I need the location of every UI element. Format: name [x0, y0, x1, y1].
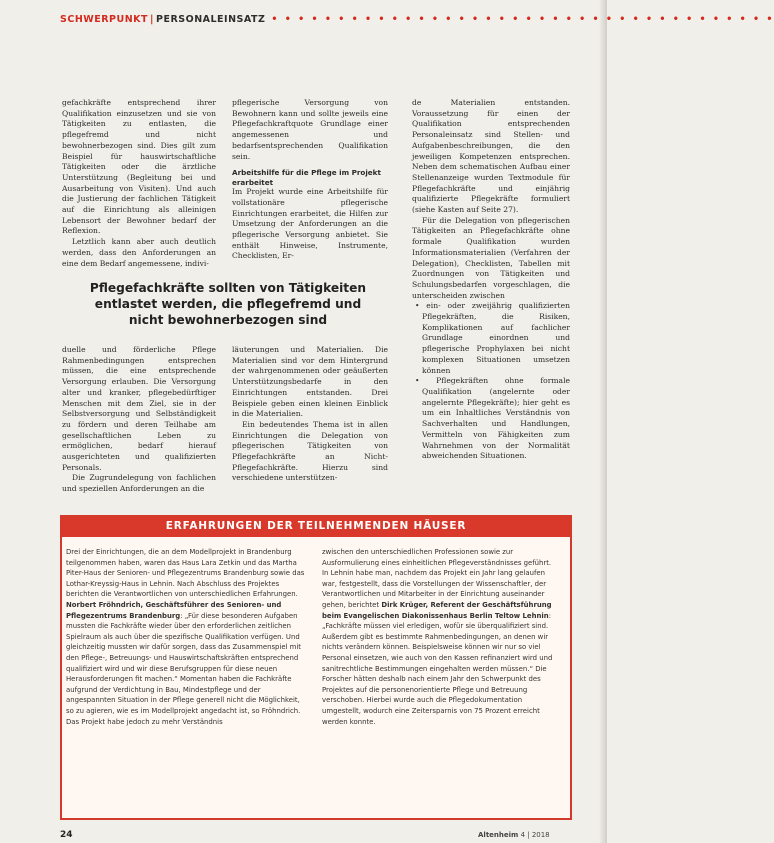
bullet-text: ein- oder zweijährig qualifizierten Pflegekräften, die Risiken, Komplikationen auf fachlicher Grundlage einordnen und pflegerische Prophylaxen bei nicht komplexen Situationen umsetzen können: [422, 301, 570, 375]
paragraph: läuterungen und Materialien. Die Materialien sind vor dem Hintergrund der wahrgenommenen oder geäußerten Unterstützungsbedarfe in den Einrichtungen entstanden. Drei Beispiele geben einen kleinen Einblick in die Materialien.: [232, 345, 388, 419]
column-1-top: [62, 98, 216, 269]
magazine-footer: [478, 831, 550, 839]
box-text: : „Fachkräfte müssen viel erledigen, wofür sie überqualifiziert sind. Außerdem gibt es bestimmte Rahmenbedingungen, an denen wir nichts verändern können. Beispielsweise können wir nur so viel Personal einsetzen, wie auch von den Kassen refinanziert wird und sanitrechtliche Bestimmungen eingehalten werden müssen.“ Die Forscher hätten deshalb nach einem Jahr den Schwerpunkt des Projektes auf die personenorientierte Pflege und Betreuung verschoben. Hierbei wurde auch die Pflegedokumentation umgestellt, wodurch eine Zeitersparnis von 75 Prozent erreicht werden konnte.: [322, 611, 553, 726]
paragraph: gefachkräfte entsprechend ihrer Qualifikation einzusetzen und sie von Tätigkeiten zu entlasten, die pflegefremd und nicht bewohnerbezogen sind. Dies gilt zum Beispiel für hauswirtschaftliche Tätigkeiten oder die ärztliche Unterstützung (Begleitung bei und Ausarbeitung von Visiten). Und auch die Justierung der fachlichen Tätigkeit auf die Einrichtung als alleinigen Lebensort der Bewohner bedarf der Reflexion.: [62, 98, 216, 236]
paragraph: duelle und förderliche Pflege Rahmenbedingungen entsprechen müssen, die eine entsprechende Versorgung erlauben. Die Versorgung alter und kranker, pflegebedürftiger Menschen mit dem Ziel, sie in der Selbstversorgung und Selbständigkeit zu fördern und deren Teilhabe am gesellschaftlichen Leben zu ermöglichen, bedarf hierauf ausgerichteten und qualifizierten Personals.: [62, 345, 216, 472]
box-title: ERFAHRUNGEN DER TEILNEHMENDEN HÄUSER: [165, 520, 467, 532]
paragraph: de Materialien entstanden. Voraussetzung für einen der Qualifikation entsprechenden Personaleinsatz sind Stellen- und Aufgabenbeschreibungen, die den jeweiligen Kompetenzen entsprechen. Neben dem schematischen Aufbau einer Stellenanzeige wurden Textmodule für Pflegefachkräfte und einjährig qualifizierte Pflegekräfte formuliert (siehe Kasten auf Seite 27).: [412, 98, 570, 215]
box-paragraph: zwischen den unterschiedlichen Professionen sowie zur Ausformulierung eines einheitlichen Pflegeverständnisses geführt.: [322, 548, 552, 567]
box-column-2: [322, 547, 562, 727]
paragraph: pflegerische Versorgung von Bewohnern kann und sollte jeweils eine Pflegefachkraftquote Grundlage einer angemessenen und bedarfsentsprechenden Qualifikation sein.: [232, 98, 388, 161]
speaker-name: Norbert Fröhndrich, Geschäftsführer des Senioren- und Pflegezentrums Brandenburg: [66, 600, 282, 620]
paragraph: Für die Delegation von pflegerischen Tätigkeiten an Pflegefachkräfte ohne formale Qualifikation wurden Informationsmaterialien (Verfahren der Delegation), Checklisten, Tabellen mit Zuordnungen von Tätigkeiten und Schulungsbedarfen vorgeschlagen, die unterscheiden zwischen: [412, 215, 570, 300]
experience-box: [60, 515, 572, 820]
paragraph: Im Projekt wurde eine Arbeitshilfe für vollstationäre pflegerische Einrichtungen erarbeitet, die Hilfen zur Umsetzung der Anforderungen an die pflegerische Versorgung anbietet. Sie enthält Hinweise, Instrumente, Checklisten, Er-: [232, 187, 388, 261]
header-dot-leader: • • • • • • • • • • • • • • • • • • • • • • • • • • • • • • • • • • • • • •: [271, 14, 774, 25]
header-separator: |: [150, 14, 155, 25]
paragraph: Ein bedeutendes Thema ist in allen Einrichtungen die Delegation von pflegerischen Tätigkeiten von Pflegefachkräfte an Nicht-Pflegefachkräfte. Hierzu sind verschiedene unterstützen-: [232, 419, 388, 483]
bullet-item: • Pflegekräften ohne formale Qualifikation (angelernte oder angelernte Pflegekräfte); hier geht es um ein Inhaltliches Verständnis von Sachverhalten und Handlungen, Vermitteln von Fähigkeiten zum Wahrnehmen von der Normalität abweichenden Situationen.: [415, 376, 570, 461]
box-text: In Lehnin habe man, nachdem das Projekt ein Jahr lang gelaufen war, festgestellt, dass die Vorstellungen der Wissenschaftler, der Verantwortlichen und Mitarbeiter in der Einrichtung auseinander gehen, berichtet: [322, 569, 547, 609]
paragraph: Die Zugrundelegung von fachlichen und speziellen Anforderungen an die: [62, 473, 216, 494]
page-edge-shadow: [599, 0, 607, 843]
box-paragraph: [66, 547, 308, 727]
page-number: 24: [60, 830, 73, 840]
column-2-bottom: [232, 345, 388, 484]
box-text: Drei der Einrichtungen, die an dem Modellprojekt in Brandenburg teilgenommen haben, waren das Haus Lara Zetkin und das Martha Piter-Haus der Senioren- und Pflegezentrums Brandenburg sowie das Lothar-Kreyssig-Haus in Lehnin. Nach Abschluss des Projektes berichten die Verantwortlichen von unterschiedlichen Erfahrungen.: [66, 548, 305, 599]
speaker-name: Dirk Krüger, Referent der Geschäftsführung beim Evangelischen Diakonissenhaus Berlin Teltow Lehnin: [322, 600, 552, 620]
box-column-1: [66, 547, 308, 727]
column-2-top: [232, 98, 388, 262]
bullet-text: Pflegekräften ohne formale Qualifikation (angelernte oder angelernte Pflegekräfte); hier geht es um ein Inhaltliches Verständnis von Sachverhalten und Handlungen, Vermitteln von Fähigkeiten zum Wahrnehmen von der Normalität abweichenden Situationen.: [422, 376, 570, 461]
bullet-item: • ein- oder zweijährig qualifizierten Pflegekräften, die Risiken, Komplikationen auf fachlicher Grundlage einordnen und pflegerische Prophylaxen bei nicht komplexen Situationen umsetzen können: [415, 301, 570, 375]
column-1-bottom: [62, 345, 216, 495]
paragraph: Letztlich kann aber auch deutlich werden, dass den Anforderungen an eine dem Bedarf angemessene, indivi-: [62, 237, 216, 268]
box-paragraph: [322, 568, 562, 727]
section-header: [60, 14, 774, 28]
pull-quote: Pflegefachkräfte sollten von Tätigkeiten entlastet werden, die pflegefremd und nicht bewohnerbezogen sind: [89, 281, 367, 327]
box-text: : „Für diese besonderen Aufgaben mussten die Fachkräfte wieder über den erforderlichen zeitlichen Spielraum als auch über die spezifische Qualifikation verfügen. Und gleichzeitig mussten wir dafür sorgen, dass das Zusammenspiel mit den Pflege-, Betreuungs- und Hauswirtschaftskräften entsprechend qualifiziert wird und wir diese Berufsgruppen für diese neuen Herausforderungen fit machen.“ Momentan haben die Fachkräfte aufgrund der Verdichtung in Bau, Mindestpflege und der angespannten Situation in der Pflege generell nicht die Möglichkeit, so zu agieren, wie es im Modellprojekt angedacht ist, so Fröhndrich. Das Projekt habe jedoch zu mehr Verständnis: [66, 611, 301, 726]
magazine-name: Altenheim: [478, 831, 519, 839]
topic-label: PERSONALEINSATZ: [156, 14, 266, 25]
column-3: [412, 98, 570, 462]
section-label: SCHWERPUNKT: [60, 14, 149, 25]
subheading: Arbeitshilfe für die Pflege im Projekt erarbeitet: [232, 168, 381, 187]
issue-number: 4 | 2018: [520, 831, 550, 839]
